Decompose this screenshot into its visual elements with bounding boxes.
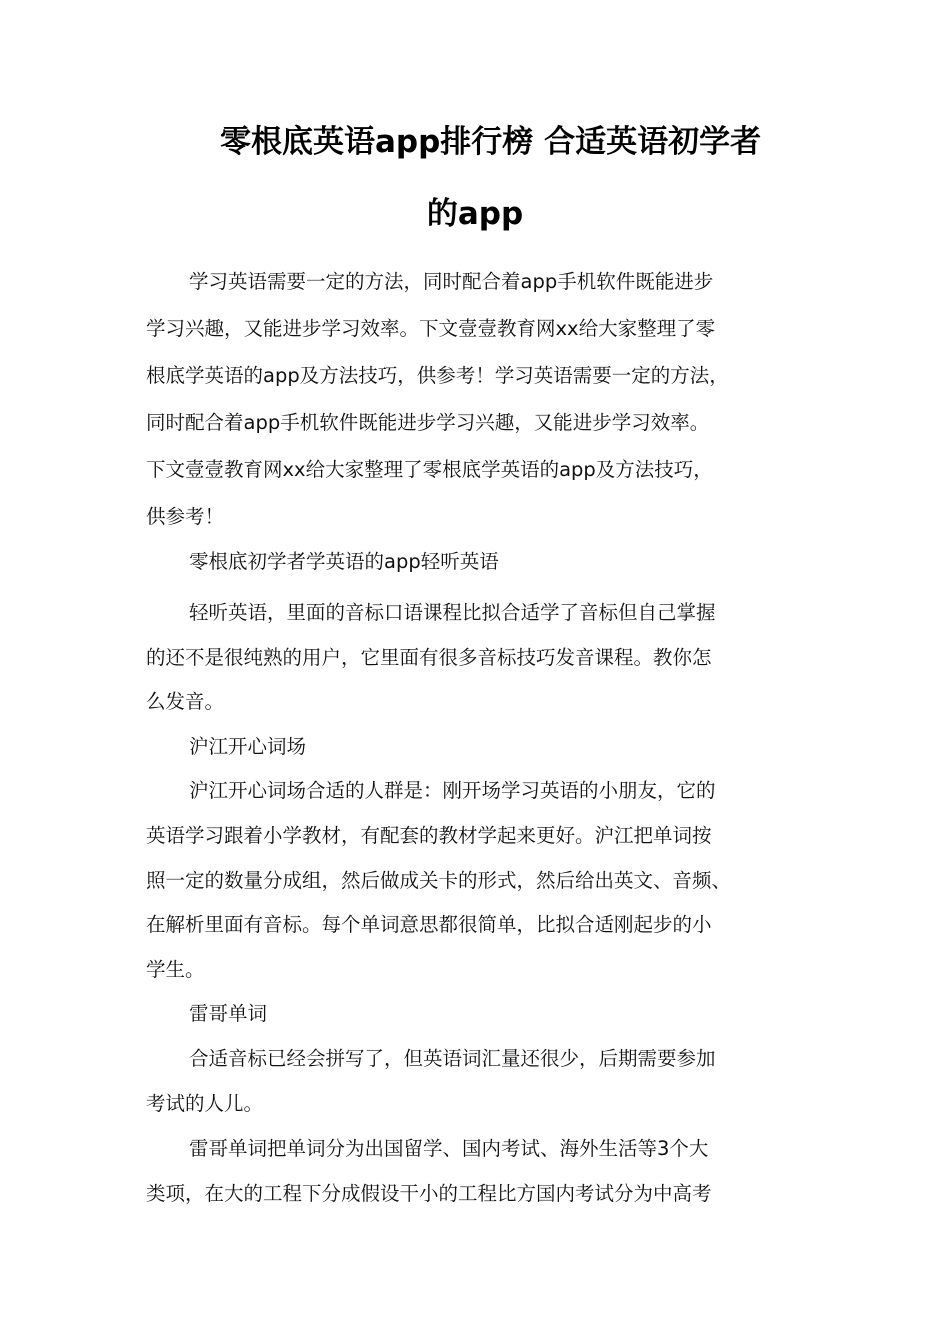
text-line: 学生。 [146,958,205,981]
text-line: 沪江开心词场合适的人群是：刚开场学习英语的小朋友，它的 [189,779,716,802]
text-line: 英语学习跟着小学教材，有配套的教材学起来更好。沪江把单词按 [146,824,712,847]
text-line: 的还不是很纯熟的用户，它里面有很多音标技巧发音课程。教你怎 [146,646,712,669]
text-line: 供参考！ [146,505,225,528]
section-heading: 零根底初学者学英语的app轻听英语 [189,550,499,573]
text-line: 下文壹壹教育网xx给大家整理了零根底学英语的app及方法技巧， [146,458,713,481]
text-line: 雷哥单词把单词分为出国留学、国内考试、海外生活等3个大 [189,1137,709,1160]
section-heading: 雷哥单词 [189,1002,268,1025]
text-line: 照一定的数量分成组，然后做成关卡的形式，然后给出英文、音频、 [146,869,732,892]
text-line: 学习英语需要一定的方法，同时配合着app手机软件既能进步 [189,270,714,293]
text-line: 类项，在大的工程下分成假设干小的工程比方国内考试分为中高考 [146,1182,712,1205]
section-heading: 沪江开心词场 [189,735,307,758]
text-line: 根底学英语的app及方法技巧，供参考！学习英语需要一定的方法， [146,364,729,387]
text-line: 考试的人儿。 [146,1092,264,1115]
text-line: 合适音标已经会拼写了，但英语词汇量还很少，后期需要参加 [189,1047,716,1070]
text-line: 学习兴趣，又能进步学习效率。下文壹壹教育网xx给大家整理了零 [146,317,716,340]
document-title-line-1: 零根底英语app排行榜 合适英语初学者 [220,124,762,160]
text-line: 同时配合着app手机软件既能进步学习兴趣，又能进步学习效率。 [146,411,710,434]
document-title-line-2: 的app [426,196,524,232]
text-line: 在解析里面有音标。每个单词意思都很简单，比拟合适刚起步的小 [146,913,712,936]
text-line: 么发音。 [146,690,225,713]
text-line: 轻听英语，里面的音标口语课程比拟合适学了音标但自己掌握 [189,601,716,624]
